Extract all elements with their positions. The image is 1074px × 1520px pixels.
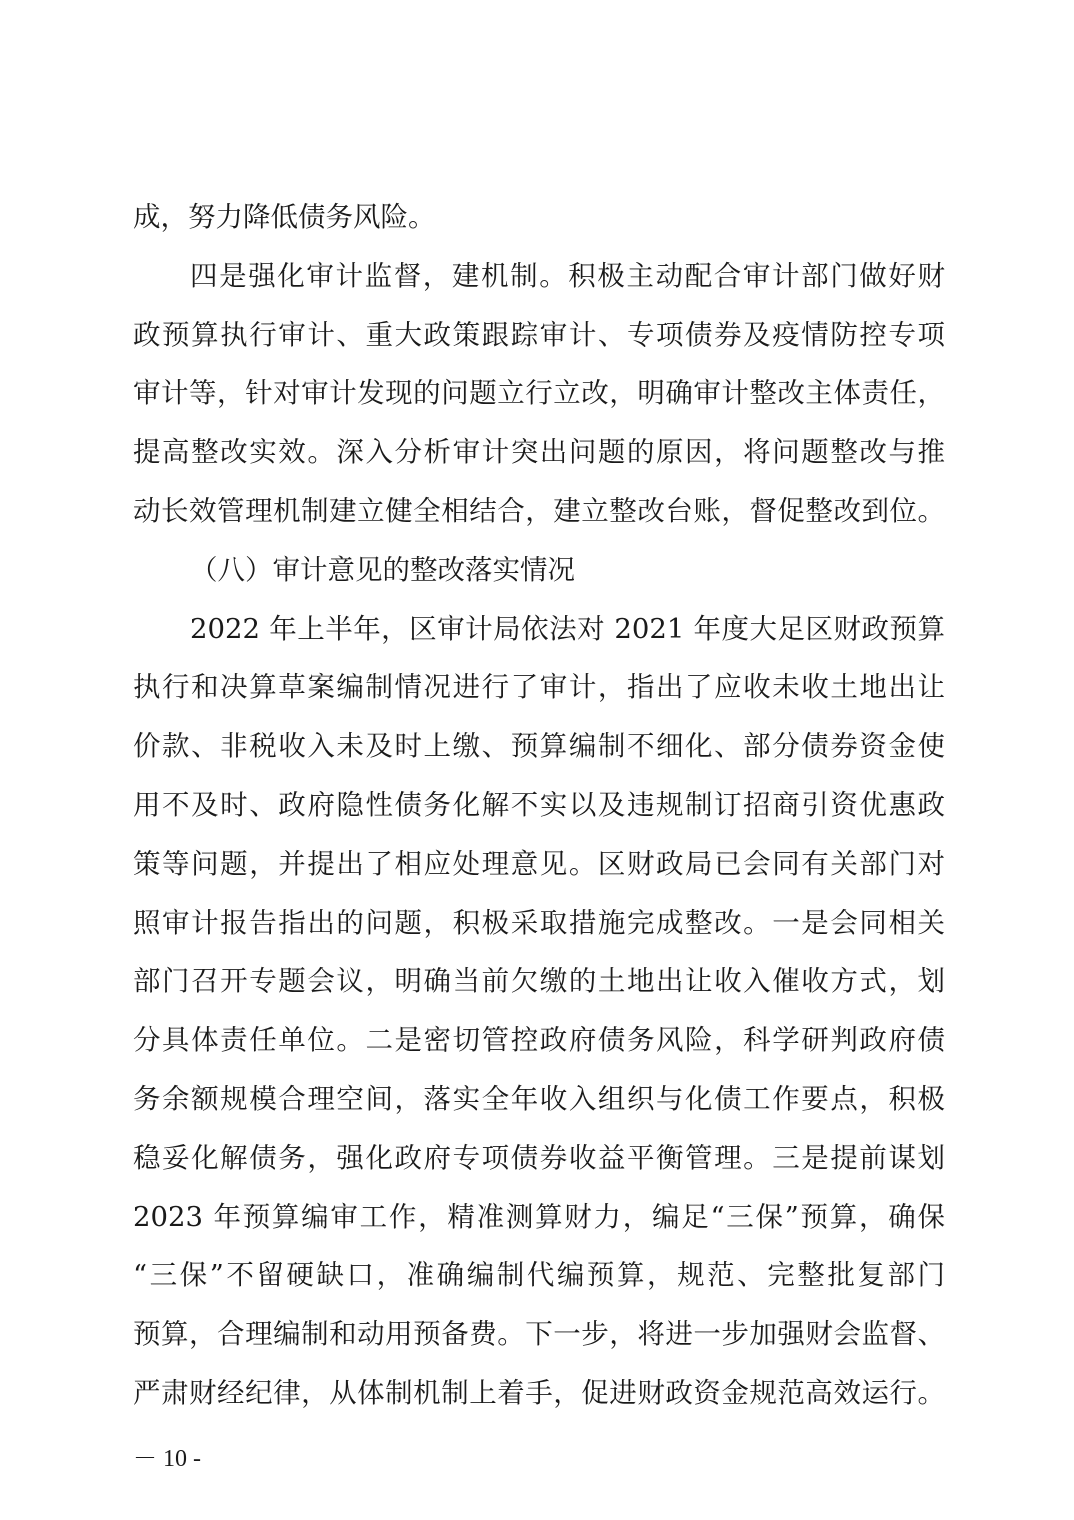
text-line: 部门召开专题会议，明确当前欠缴的土地出让收入催收方式，划: [133, 965, 945, 998]
text-line: 稳妥化解债务，强化政府专项债券收益平衡管理。三是提前谋划: [133, 1141, 945, 1174]
text-line: 用不及时、政府隐性债务化解不实以及违规制订招商引资优惠政: [133, 788, 945, 821]
text-line: 预算，合理编制和动用预备费。下一步，将进一步加强财会监督、: [133, 1318, 945, 1351]
text-line: 照审计报告指出的问题，积极采取措施完成整改。一是会同相关: [133, 906, 945, 939]
text-line: 动长效管理机制建立健全相结合，建立整改台账，督促整改到位。: [133, 494, 945, 527]
text-line: 2022 年上半年，区审计局依法对 2021 年度大足区财政预算: [190, 612, 945, 645]
text-line: 审计等，针对审计发现的问题立行立改，明确审计整改主体责任，: [133, 377, 945, 410]
text-line: 分具体责任单位。二是密切管控政府债务风险，科学研判政府债: [133, 1024, 945, 1057]
text-line: 2023 年预算编审工作，精准测算财力，编足“三保”预算，确保: [133, 1200, 945, 1233]
text-line: 执行和决算草案编制情况进行了审计，指出了应收未收土地出让: [133, 671, 945, 704]
body-text: [133, 188, 945, 1423]
text-line: 务余额规模合理空间，落实全年收入组织与化债工作要点，积极: [133, 1082, 945, 1115]
text-line: 严肃财经纪律，从体制机制上着手，促进财政资金规范高效运行。: [133, 1376, 945, 1409]
text-line: 提高整改实效。深入分析审计突出问题的原因，将问题整改与推: [133, 436, 945, 469]
text-line: 成，努力降低债务风险。: [133, 201, 436, 233]
text-line: 政预算执行审计、重大政策跟踪审计、专项债券及疫情防控专项: [133, 318, 945, 351]
page-number: － 10 -: [133, 1446, 201, 1472]
section-heading: （八）审计意见的整改落实情况: [190, 553, 575, 586]
text-line: 四是强化审计监督，建机制。积极主动配合审计部门做好财: [190, 259, 945, 292]
text-line: “三保”不留硬缺口，准确编制代编预算，规范、完整批复部门: [133, 1259, 945, 1292]
text-line: 价款、非税收入未及时上缴、预算编制不细化、部分债券资金使: [133, 730, 945, 763]
text-line: 策等问题，并提出了相应处理意见。区财政局已会同有关部门对: [133, 847, 945, 880]
